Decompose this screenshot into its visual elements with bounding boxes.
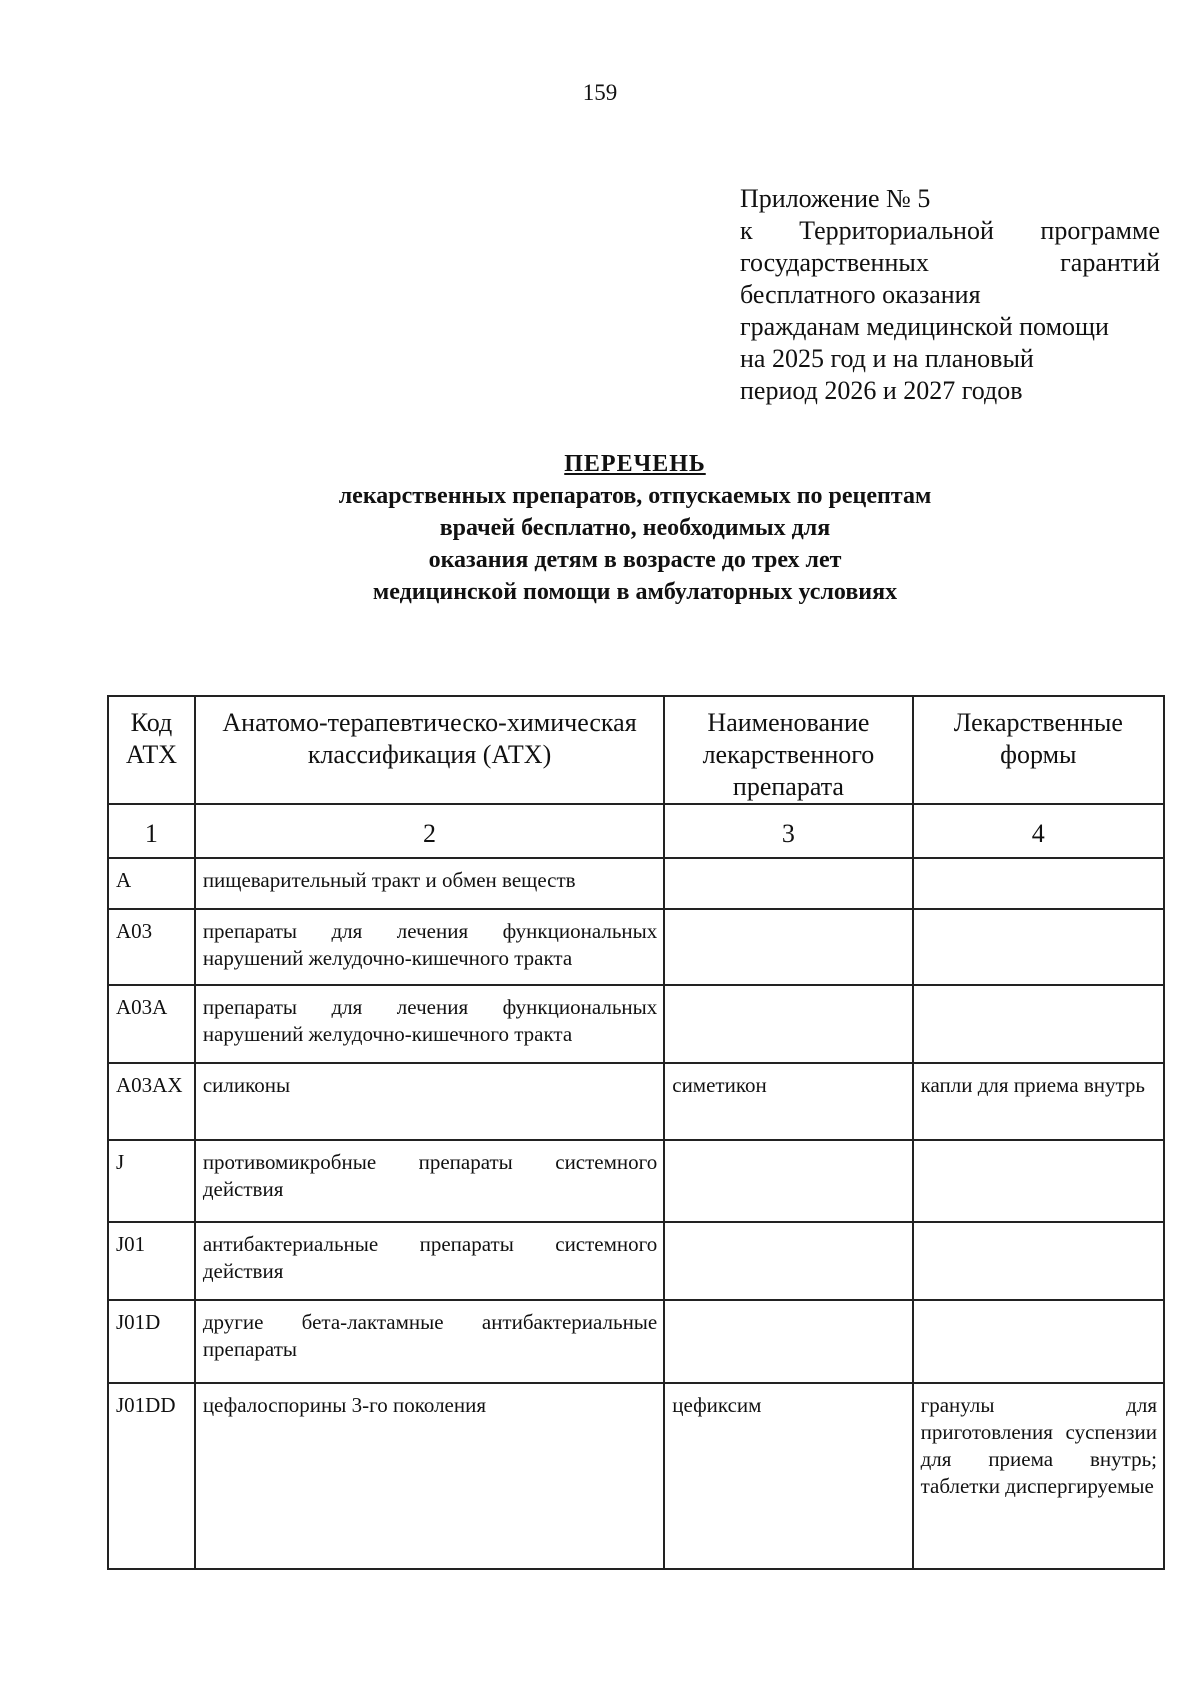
- cell-forms: [913, 858, 1164, 909]
- cell-code: J01: [108, 1222, 195, 1300]
- atx-table: [107, 695, 1165, 1570]
- annex-line: Приложение № 5: [740, 184, 931, 213]
- table-row: [108, 1300, 1164, 1383]
- title-line: оказания детям в возрасте до трех лет: [428, 547, 842, 573]
- title-line: врачей бесплатно, необходимых для: [439, 515, 831, 541]
- header-classification: Анатомо-терапевтическо-химическая классификация (АТХ): [195, 696, 664, 804]
- column-number: 1: [108, 804, 195, 858]
- cell-classification: цефалоспорины 3-го поколения: [195, 1383, 664, 1569]
- cell-forms: [913, 909, 1164, 985]
- cell-drug: цефиксим: [664, 1383, 912, 1569]
- cell-forms: [913, 985, 1164, 1063]
- document-title: [0, 448, 1200, 608]
- page-number: 159: [582, 80, 618, 105]
- cell-code: A: [108, 858, 195, 909]
- annex-line: гражданам медицинской помощи: [740, 312, 1109, 341]
- table-row: [108, 1063, 1164, 1140]
- cell-classification: силиконы: [195, 1063, 664, 1140]
- table-row: [108, 1222, 1164, 1300]
- title-line: лекарственных препаратов, отпускаемых по рецептам: [338, 483, 932, 509]
- cell-code: A03: [108, 909, 195, 985]
- cell-forms: [913, 1300, 1164, 1383]
- cell-code: J: [108, 1140, 195, 1222]
- cell-code: J01D: [108, 1300, 195, 1383]
- column-number: 2: [195, 804, 664, 858]
- cell-drug: [664, 858, 912, 909]
- cell-code: A03AX: [108, 1063, 195, 1140]
- table-row: [108, 1140, 1164, 1222]
- annex-line: период 2026 и 2027 годов: [740, 376, 1023, 405]
- header-forms: Лекарственные формы: [913, 696, 1164, 804]
- cell-classification: другие бета-лактамные антибактериальные препараты: [195, 1300, 664, 1383]
- annex-heading: [740, 183, 1160, 407]
- table-row: [108, 858, 1164, 909]
- cell-code: A03A: [108, 985, 195, 1063]
- cell-drug: симетикон: [664, 1063, 912, 1140]
- cell-classification: препараты для лечения функциональных нарушений желудочно-кишечного тракта: [195, 909, 664, 985]
- cell-drug: [664, 1300, 912, 1383]
- cell-classification: антибактериальные препараты системного действия: [195, 1222, 664, 1300]
- table-row: [108, 909, 1164, 985]
- cell-drug: [664, 909, 912, 985]
- column-number-row: [108, 804, 1164, 858]
- annex-line: государственных гарантий: [740, 248, 1160, 277]
- cell-drug: [664, 1140, 912, 1222]
- cell-drug: [664, 985, 912, 1063]
- column-number: 4: [913, 804, 1164, 858]
- cell-drug: [664, 1222, 912, 1300]
- annex-line: бесплатного оказания: [740, 280, 981, 309]
- header-drug: Наименование лекарственного препарата: [664, 696, 912, 804]
- table-row: [108, 1383, 1164, 1569]
- title-line: медицинской помощи в амбулаторных условиях: [372, 579, 898, 605]
- annex-line: на 2025 год и на плановый: [740, 344, 1034, 373]
- annex-line: к Территориальной программе: [740, 216, 1160, 245]
- cell-forms: [913, 1140, 1164, 1222]
- column-number: 3: [664, 804, 912, 858]
- cell-forms: гранулы для приготовления суспензии для приема внутрь; таблетки диспергируемые: [913, 1383, 1164, 1569]
- cell-forms: [913, 1222, 1164, 1300]
- table-header-row: [108, 696, 1164, 804]
- cell-forms: капли для приема внутрь: [913, 1063, 1164, 1140]
- table-row: [108, 985, 1164, 1063]
- title-main: ПЕРЕЧЕНЬ: [564, 451, 706, 477]
- cell-classification: пищеварительный тракт и обмен веществ: [195, 858, 664, 909]
- cell-classification: препараты для лечения функциональных нарушений желудочно-кишечного тракта: [195, 985, 664, 1063]
- cell-classification: противомикробные препараты системного действия: [195, 1140, 664, 1222]
- cell-code: J01DD: [108, 1383, 195, 1569]
- header-code: Код АТХ: [108, 696, 195, 804]
